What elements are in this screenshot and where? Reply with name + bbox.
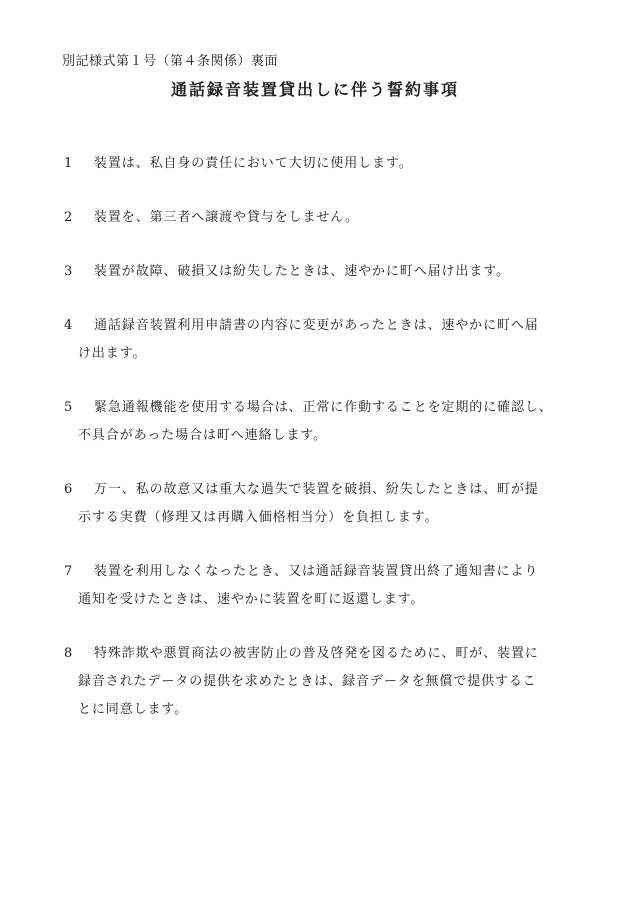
item-text-line: 録音されたデータの提供を求めたときは、録音データを無償で提供するこ bbox=[78, 674, 537, 689]
pledge-item-8 bbox=[64, 640, 604, 724]
pledge-item-7 bbox=[64, 558, 604, 614]
item-number: 1 bbox=[64, 156, 74, 171]
item-text: 装置は、私自身の責任において大切に使用します。 bbox=[94, 156, 413, 171]
item-text-line: 通知を受けたときは、速やかに装置を町に返還します。 bbox=[78, 592, 425, 607]
item-number: 8 bbox=[64, 646, 74, 661]
item-number: 6 bbox=[64, 482, 74, 497]
pledge-item-1 bbox=[64, 150, 604, 178]
item-number: 5 bbox=[64, 400, 74, 415]
pledge-list bbox=[64, 150, 604, 724]
item-text-line: 不具合があった場合は町へ連絡します。 bbox=[78, 428, 328, 443]
pledge-item-4 bbox=[64, 312, 604, 368]
pledge-item-5 bbox=[64, 394, 604, 450]
item-text-line: 緊急通報機能を使用する場合は、正常に作動することを定期的に確認し、 bbox=[94, 400, 553, 415]
item-text-line: 特殊詐欺や悪質商法の被害防止の普及啓発を図るために、町が、装置に bbox=[94, 646, 539, 661]
pledge-item-2 bbox=[64, 204, 604, 232]
item-text-line: 通話録音装置利用申請書の内容に変更があったときは、速やかに町へ届 bbox=[94, 318, 539, 333]
item-text: 装置を、第三者へ譲渡や貸与をしません。 bbox=[94, 210, 359, 225]
item-text-line: 装置を利用しなくなったとき、又は通話録音装置貸出終了通知書により bbox=[94, 564, 539, 579]
item-text-line: け出ます。 bbox=[78, 346, 147, 361]
document-title: 通話録音装置貸出しに伴う誓約事項 bbox=[170, 80, 459, 99]
item-text-line: 万一、私の故意又は重大な過失で装置を破損、紛失したときは、町が提 bbox=[94, 482, 539, 497]
form-label: 別記様式第１号（第４条関係）裏面 bbox=[62, 54, 279, 69]
item-number: 2 bbox=[64, 210, 74, 225]
item-text-line: 示する実費（修理又は再購入価格相当分）を負担します。 bbox=[78, 510, 439, 525]
pledge-item-3 bbox=[64, 258, 604, 286]
item-number: 3 bbox=[64, 264, 74, 279]
item-text-line: とに同意します。 bbox=[78, 702, 189, 717]
pledge-item-6 bbox=[64, 476, 604, 532]
item-number: 4 bbox=[64, 318, 74, 333]
item-text: 装置が故障、破損又は紛失したときは、速やかに町へ届け出ます。 bbox=[94, 264, 510, 279]
item-number: 7 bbox=[64, 564, 74, 579]
